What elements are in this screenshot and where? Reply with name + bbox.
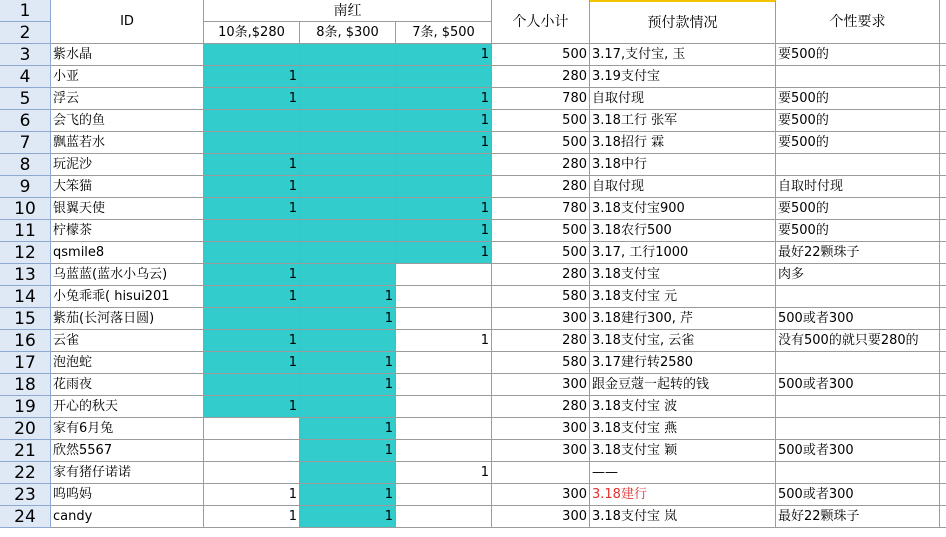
cell-id[interactable]: 小亚 bbox=[51, 66, 204, 88]
cell-total[interactable]: 280 bbox=[492, 330, 590, 352]
cell-request[interactable]: 要500的 bbox=[776, 110, 940, 132]
cell-a[interactable] bbox=[204, 308, 300, 330]
cell-a[interactable]: 1 bbox=[204, 66, 300, 88]
cell-total[interactable]: 300 bbox=[492, 374, 590, 396]
cell-b[interactable]: 1 bbox=[300, 418, 396, 440]
header-id[interactable]: ID bbox=[51, 0, 204, 44]
cell-prepay[interactable]: 3.18支付宝 燕 bbox=[590, 418, 776, 440]
cell-extra[interactable] bbox=[940, 286, 946, 308]
cell-extra[interactable] bbox=[940, 176, 946, 198]
cell-a[interactable] bbox=[204, 440, 300, 462]
header-col-7-500[interactable]: 7条, $500 bbox=[396, 22, 492, 44]
cell-request[interactable]: 500或者300 bbox=[776, 440, 940, 462]
cell-id[interactable]: 花雨夜 bbox=[51, 374, 204, 396]
cell-prepay[interactable]: 自取付现 bbox=[590, 176, 776, 198]
row-header-2[interactable]: 2 bbox=[0, 22, 51, 44]
cell-total[interactable]: 300 bbox=[492, 308, 590, 330]
cell-a[interactable]: 1 bbox=[204, 396, 300, 418]
row-header-24[interactable]: 24 bbox=[0, 506, 51, 528]
cell-request[interactable] bbox=[776, 396, 940, 418]
cell-a[interactable] bbox=[204, 418, 300, 440]
cell-request[interactable]: 自取时付现 bbox=[776, 176, 940, 198]
cell-extra[interactable] bbox=[940, 440, 946, 462]
row-header-19[interactable]: 19 bbox=[0, 396, 51, 418]
cell-total[interactable]: 500 bbox=[492, 132, 590, 154]
cell-a[interactable]: 1 bbox=[204, 176, 300, 198]
row-header-9[interactable]: 9 bbox=[0, 176, 51, 198]
cell-id[interactable]: 欣然5567 bbox=[51, 440, 204, 462]
cell-total[interactable]: 280 bbox=[492, 396, 590, 418]
cell-c[interactable]: 1 bbox=[396, 462, 492, 484]
cell-a[interactable]: 1 bbox=[204, 88, 300, 110]
cell-b[interactable]: 1 bbox=[300, 484, 396, 506]
cell-c[interactable]: 1 bbox=[396, 88, 492, 110]
cell-b[interactable] bbox=[300, 110, 396, 132]
row-header-14[interactable]: 14 bbox=[0, 286, 51, 308]
row-header-20[interactable]: 20 bbox=[0, 418, 51, 440]
cell-prepay[interactable]: 自取付现 bbox=[590, 88, 776, 110]
cell-c[interactable] bbox=[396, 286, 492, 308]
cell-c[interactable] bbox=[396, 484, 492, 506]
cell-request[interactable] bbox=[776, 462, 940, 484]
cell-b[interactable] bbox=[300, 220, 396, 242]
cell-request[interactable] bbox=[776, 286, 940, 308]
cell-a[interactable] bbox=[204, 462, 300, 484]
cell-id[interactable]: 呜呜妈 bbox=[51, 484, 204, 506]
cell-extra[interactable] bbox=[940, 418, 946, 440]
cell-prepay[interactable]: 3.18支付宝 元 bbox=[590, 286, 776, 308]
row-header-23[interactable]: 23 bbox=[0, 484, 51, 506]
cell-id[interactable]: 家有猪仔诺诺 bbox=[51, 462, 204, 484]
cell-a[interactable] bbox=[204, 110, 300, 132]
row-header-10[interactable]: 10 bbox=[0, 198, 51, 220]
cell-a[interactable] bbox=[204, 44, 300, 66]
cell-a[interactable] bbox=[204, 242, 300, 264]
cell-extra[interactable] bbox=[940, 220, 946, 242]
cell-request[interactable] bbox=[776, 154, 940, 176]
cell-id[interactable]: 云雀 bbox=[51, 330, 204, 352]
cell-request[interactable]: 肉多 bbox=[776, 264, 940, 286]
cell-b[interactable] bbox=[300, 330, 396, 352]
row-header-12[interactable]: 12 bbox=[0, 242, 51, 264]
cell-b[interactable]: 1 bbox=[300, 352, 396, 374]
cell-b[interactable] bbox=[300, 88, 396, 110]
cell-id[interactable]: 玩泥沙 bbox=[51, 154, 204, 176]
cell-c[interactable] bbox=[396, 352, 492, 374]
cell-b[interactable] bbox=[300, 132, 396, 154]
header-col-8-300[interactable]: 8条, $300 bbox=[300, 22, 396, 44]
cell-prepay[interactable]: 跟金豆蔻一起转的钱 bbox=[590, 374, 776, 396]
cell-id[interactable]: candy bbox=[51, 506, 204, 528]
cell-request[interactable]: 500或者300 bbox=[776, 484, 940, 506]
cell-a[interactable]: 1 bbox=[204, 506, 300, 528]
cell-prepay[interactable]: 3.18支付宝900 bbox=[590, 198, 776, 220]
header-subtotal[interactable]: 个人小计 bbox=[492, 0, 590, 44]
cell-prepay[interactable]: 3.18支付宝 岚 bbox=[590, 506, 776, 528]
cell-extra[interactable] bbox=[940, 44, 946, 66]
cell-request[interactable]: 要500的 bbox=[776, 198, 940, 220]
cell-extra[interactable] bbox=[940, 88, 946, 110]
cell-total[interactable]: 580 bbox=[492, 352, 590, 374]
cell-total[interactable]: 280 bbox=[492, 264, 590, 286]
cell-extra[interactable] bbox=[940, 198, 946, 220]
cell-a[interactable]: 1 bbox=[204, 154, 300, 176]
cell-request[interactable]: 要500的 bbox=[776, 132, 940, 154]
cell-c[interactable]: 1 bbox=[396, 132, 492, 154]
cell-total[interactable]: 300 bbox=[492, 484, 590, 506]
cell-total[interactable] bbox=[492, 462, 590, 484]
cell-a[interactable] bbox=[204, 374, 300, 396]
cell-id[interactable]: 飘蓝若水 bbox=[51, 132, 204, 154]
cell-prepay[interactable]: 3.18支付宝 波 bbox=[590, 396, 776, 418]
cell-request[interactable] bbox=[776, 352, 940, 374]
cell-extra[interactable] bbox=[940, 154, 946, 176]
cell-a[interactable]: 1 bbox=[204, 198, 300, 220]
cell-id[interactable]: 家有6月兔 bbox=[51, 418, 204, 440]
cell-id[interactable]: 泡泡蛇 bbox=[51, 352, 204, 374]
cell-request[interactable] bbox=[776, 66, 940, 88]
cell-request[interactable]: 最好22颗珠子 bbox=[776, 506, 940, 528]
cell-prepay[interactable]: 3.18支付宝 颖 bbox=[590, 440, 776, 462]
row-header-5[interactable]: 5 bbox=[0, 88, 51, 110]
cell-c[interactable] bbox=[396, 396, 492, 418]
cell-b[interactable]: 1 bbox=[300, 308, 396, 330]
cell-b[interactable] bbox=[300, 396, 396, 418]
cell-a[interactable]: 1 bbox=[204, 484, 300, 506]
row-header-8[interactable]: 8 bbox=[0, 154, 51, 176]
cell-request[interactable]: 没有500的就只要280的 bbox=[776, 330, 940, 352]
cell-c[interactable]: 1 bbox=[396, 110, 492, 132]
cell-total[interactable]: 280 bbox=[492, 66, 590, 88]
cell-total[interactable]: 300 bbox=[492, 418, 590, 440]
row-header-7[interactable]: 7 bbox=[0, 132, 51, 154]
cell-prepay[interactable]: 3.17建行转2580 bbox=[590, 352, 776, 374]
cell-prepay[interactable]: 3.18支付宝 bbox=[590, 264, 776, 286]
cell-id[interactable]: 乌蓝蓝(蓝水小乌云) bbox=[51, 264, 204, 286]
header-extra[interactable] bbox=[940, 0, 946, 44]
cell-c[interactable] bbox=[396, 66, 492, 88]
row-header-16[interactable]: 16 bbox=[0, 330, 51, 352]
cell-b[interactable] bbox=[300, 242, 396, 264]
cell-c[interactable]: 1 bbox=[396, 220, 492, 242]
cell-prepay[interactable]: 3.17,支付宝, 玉 bbox=[590, 44, 776, 66]
row-header-4[interactable]: 4 bbox=[0, 66, 51, 88]
cell-b[interactable] bbox=[300, 264, 396, 286]
cell-id[interactable]: 浮云 bbox=[51, 88, 204, 110]
cell-prepay[interactable]: 3.18工行 张军 bbox=[590, 110, 776, 132]
cell-b[interactable]: 1 bbox=[300, 374, 396, 396]
row-header-13[interactable]: 13 bbox=[0, 264, 51, 286]
row-header-18[interactable]: 18 bbox=[0, 374, 51, 396]
cell-prepay[interactable]: 3.18支付宝, 云雀 bbox=[590, 330, 776, 352]
cell-id[interactable]: 大笨猫 bbox=[51, 176, 204, 198]
cell-a[interactable]: 1 bbox=[204, 286, 300, 308]
row-header-11[interactable]: 11 bbox=[0, 220, 51, 242]
cell-a[interactable]: 1 bbox=[204, 264, 300, 286]
cell-c[interactable] bbox=[396, 418, 492, 440]
cell-c[interactable] bbox=[396, 374, 492, 396]
cell-prepay[interactable]: 3.18中行 bbox=[590, 154, 776, 176]
cell-id[interactable]: 紫茄(长河落日圆) bbox=[51, 308, 204, 330]
cell-id[interactable]: 会飞的鱼 bbox=[51, 110, 204, 132]
header-group-nanhong[interactable]: 南红 bbox=[204, 0, 492, 22]
cell-extra[interactable] bbox=[940, 506, 946, 528]
row-header-6[interactable]: 6 bbox=[0, 110, 51, 132]
row-header-1[interactable]: 1 bbox=[0, 0, 51, 22]
cell-total[interactable]: 500 bbox=[492, 110, 590, 132]
cell-prepay[interactable]: 3.18招行 霖 bbox=[590, 132, 776, 154]
cell-extra[interactable] bbox=[940, 66, 946, 88]
cell-a[interactable] bbox=[204, 220, 300, 242]
cell-b[interactable]: 1 bbox=[300, 506, 396, 528]
cell-b[interactable] bbox=[300, 462, 396, 484]
cell-id[interactable]: 开心的秋天 bbox=[51, 396, 204, 418]
cell-total[interactable]: 780 bbox=[492, 88, 590, 110]
cell-prepay[interactable]: 3.18农行500 bbox=[590, 220, 776, 242]
cell-id[interactable]: 银翼天使 bbox=[51, 198, 204, 220]
cell-id[interactable]: 小兔乖乖( hisui201 bbox=[51, 286, 204, 308]
cell-c[interactable]: 1 bbox=[396, 242, 492, 264]
cell-extra[interactable] bbox=[940, 308, 946, 330]
cell-extra[interactable] bbox=[940, 396, 946, 418]
cell-extra[interactable] bbox=[940, 484, 946, 506]
cell-id[interactable]: 紫水晶 bbox=[51, 44, 204, 66]
cell-b[interactable] bbox=[300, 198, 396, 220]
cell-b[interactable] bbox=[300, 44, 396, 66]
row-header-3[interactable]: 3 bbox=[0, 44, 51, 66]
cell-id[interactable]: 柠檬茶 bbox=[51, 220, 204, 242]
cell-a[interactable]: 1 bbox=[204, 352, 300, 374]
cell-c[interactable] bbox=[396, 154, 492, 176]
cell-request[interactable]: 500或者300 bbox=[776, 374, 940, 396]
cell-c[interactable]: 1 bbox=[396, 44, 492, 66]
cell-total[interactable]: 500 bbox=[492, 242, 590, 264]
cell-total[interactable]: 780 bbox=[492, 198, 590, 220]
row-header-22[interactable]: 22 bbox=[0, 462, 51, 484]
cell-extra[interactable] bbox=[940, 132, 946, 154]
cell-c[interactable]: 1 bbox=[396, 330, 492, 352]
cell-prepay[interactable]: 3.19支付宝 bbox=[590, 66, 776, 88]
cell-request[interactable]: 要500的 bbox=[776, 220, 940, 242]
cell-b[interactable]: 1 bbox=[300, 440, 396, 462]
cell-a[interactable]: 1 bbox=[204, 330, 300, 352]
row-header-17[interactable]: 17 bbox=[0, 352, 51, 374]
cell-extra[interactable] bbox=[940, 374, 946, 396]
cell-prepay[interactable]: 3.18建行300, 芹 bbox=[590, 308, 776, 330]
cell-c[interactable] bbox=[396, 506, 492, 528]
header-request[interactable]: 个性要求 bbox=[776, 0, 940, 44]
row-header-21[interactable]: 21 bbox=[0, 440, 51, 462]
header-col-10-280[interactable]: 10条,$280 bbox=[204, 22, 300, 44]
cell-total[interactable]: 280 bbox=[492, 176, 590, 198]
cell-b[interactable] bbox=[300, 66, 396, 88]
cell-total[interactable]: 300 bbox=[492, 440, 590, 462]
cell-extra[interactable] bbox=[940, 110, 946, 132]
cell-id[interactable]: qsmile8 bbox=[51, 242, 204, 264]
cell-total[interactable]: 500 bbox=[492, 220, 590, 242]
cell-request[interactable]: 最好22颗珠子 bbox=[776, 242, 940, 264]
cell-c[interactable] bbox=[396, 308, 492, 330]
cell-extra[interactable] bbox=[940, 352, 946, 374]
cell-request[interactable] bbox=[776, 418, 940, 440]
cell-a[interactable] bbox=[204, 132, 300, 154]
cell-c[interactable] bbox=[396, 440, 492, 462]
cell-c[interactable] bbox=[396, 176, 492, 198]
cell-c[interactable]: 1 bbox=[396, 198, 492, 220]
cell-prepay[interactable]: 3.18建行 bbox=[590, 484, 776, 506]
cell-extra[interactable] bbox=[940, 264, 946, 286]
cell-request[interactable]: 要500的 bbox=[776, 44, 940, 66]
cell-request[interactable]: 要500的 bbox=[776, 88, 940, 110]
cell-extra[interactable] bbox=[940, 330, 946, 352]
cell-total[interactable]: 580 bbox=[492, 286, 590, 308]
cell-b[interactable] bbox=[300, 154, 396, 176]
cell-total[interactable]: 300 bbox=[492, 506, 590, 528]
row-header-15[interactable]: 15 bbox=[0, 308, 51, 330]
cell-c[interactable] bbox=[396, 264, 492, 286]
cell-b[interactable]: 1 bbox=[300, 286, 396, 308]
cell-b[interactable] bbox=[300, 176, 396, 198]
cell-extra[interactable] bbox=[940, 242, 946, 264]
header-prepay[interactable]: 预付款情况 bbox=[590, 0, 776, 44]
cell-extra[interactable] bbox=[940, 462, 946, 484]
cell-prepay[interactable]: —— bbox=[590, 462, 776, 484]
cell-request[interactable]: 500或者300 bbox=[776, 308, 940, 330]
cell-prepay[interactable]: 3.17, 工行1000 bbox=[590, 242, 776, 264]
cell-total[interactable]: 500 bbox=[492, 44, 590, 66]
cell-total[interactable]: 280 bbox=[492, 154, 590, 176]
